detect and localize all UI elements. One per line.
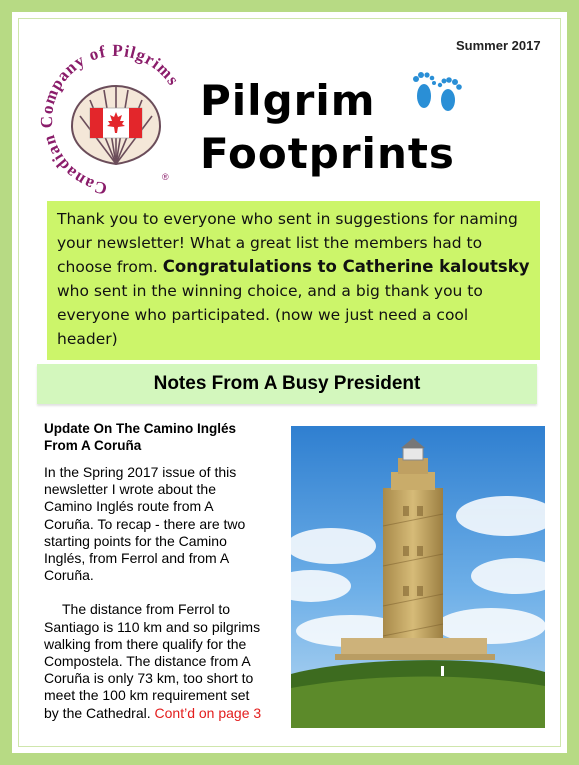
section-heading <box>37 364 537 404</box>
logo <box>36 40 196 200</box>
article-title: Update On The Camino Inglés From A Coruña <box>44 421 237 453</box>
footprints-icon <box>408 66 464 114</box>
intro-box <box>47 201 540 360</box>
logo-text: Canadian Company of Pilgrims <box>36 40 184 199</box>
canadian-flag-icon <box>90 108 142 138</box>
issue-date: Summer 2017 <box>456 38 541 53</box>
article-paragraph-2-text: The distance from Ferrol to Santiago is 110 km and so pilgrims walking from there qualify for the Compostela. The distance from A Coruña is only 73 km, too short to meet the 100 km requirement set by the Cathedral. <box>44 601 261 721</box>
article <box>44 420 266 739</box>
article-paragraph-2 <box>44 601 266 721</box>
title-line-2: Footprints <box>200 129 455 178</box>
registered-mark: ® <box>162 172 169 182</box>
continued-link[interactable]: Cont’d on page 3 <box>154 704 262 721</box>
lighthouse-photo <box>291 426 545 728</box>
title-line-1: Pilgrim <box>200 76 376 125</box>
intro-text-before: Thank you to everyone who sent in suggestions for naming your newsletter! What a great list the members had to choose from. <box>57 210 518 276</box>
article-paragraph-1: In the Spring 2017 issue of this newsletter I wrote about the Camino Inglés route from A Coruña. To recap - there are two starting points for the Camino Inglés, from Ferrol and from A Coruña. <box>44 464 246 584</box>
intro-text-after: who sent in the winning choice, and a big thank you to everyone who participated. (now we just need a cool header) <box>57 282 483 348</box>
section-heading-text: Notes From A Busy President <box>153 373 421 394</box>
intro-highlight: Congratulations to Catherine kaloutsky <box>162 257 530 276</box>
